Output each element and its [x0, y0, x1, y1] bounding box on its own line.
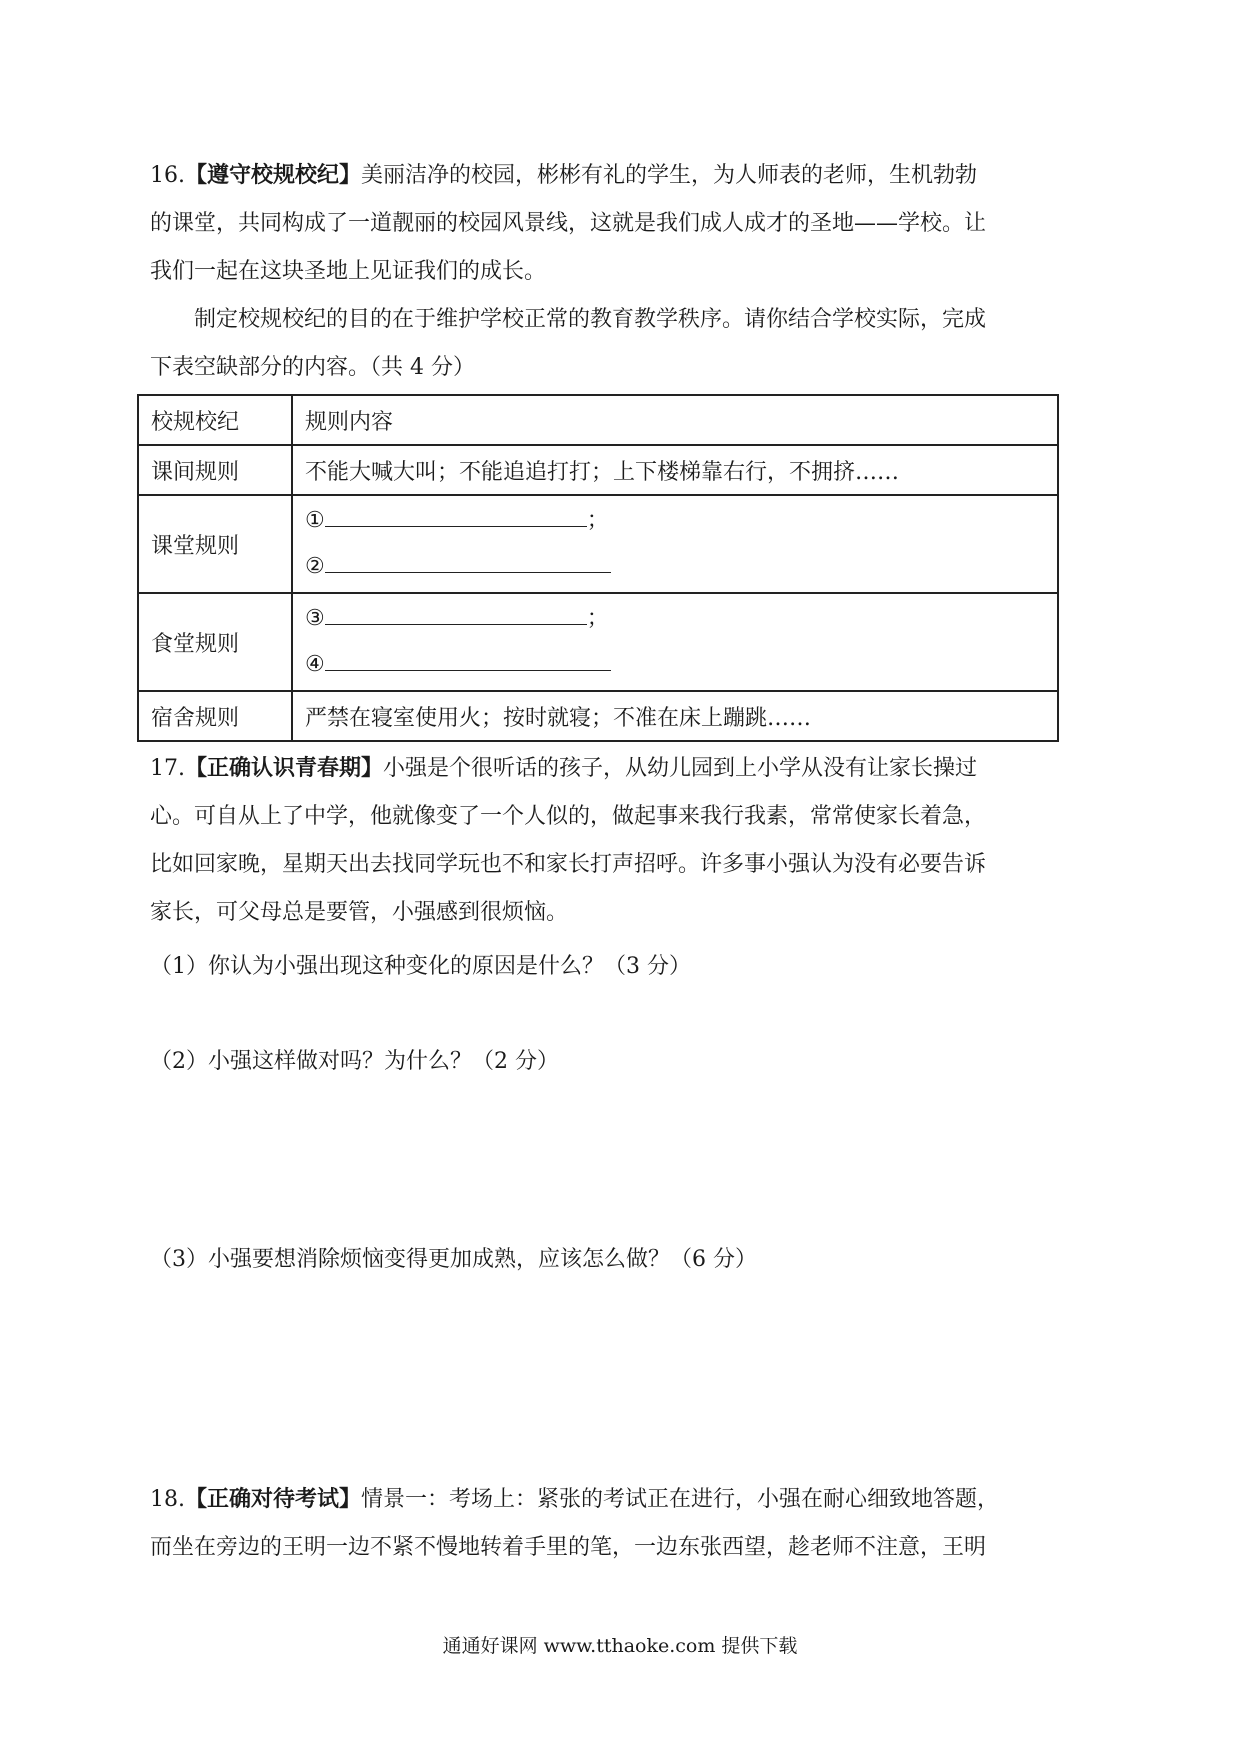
blank-end: ； [586, 508, 609, 533]
q17-sub-question-2: （2）小强这样做对吗？为什么？（2 分） [150, 1049, 559, 1074]
q18-tag: 【正确对待考试】 [185, 1486, 362, 1512]
q17-line1-text: 小强是个很听话的孩子，从幼儿园到上小学从没有让家长操过 [383, 756, 978, 781]
blank-line [305, 596, 1045, 642]
blank-marker: ③ [305, 606, 325, 631]
answer-blank[interactable] [325, 652, 611, 671]
q17-line-3: 比如回家晚，星期天出去找同学玩也不和家长打声招呼。许多事小强认为没有必要告诉 [150, 852, 987, 877]
q16-tag: 【遵守校规校纪】 [185, 162, 362, 188]
q18-number: 18. [150, 1487, 185, 1512]
blank-marker: ② [305, 554, 325, 579]
table-row [138, 593, 1058, 691]
table-row [138, 495, 1058, 593]
q16-line-3: 我们一起在这块圣地上见证我们的成长。 [150, 259, 547, 284]
q17-line-4: 家长，可父母总是要管，小强感到很烦恼。 [150, 900, 569, 925]
q16-prompt-line-2: 下表空缺部分的内容。（共 4 分） [150, 355, 475, 380]
q16-number: 16. [150, 163, 185, 188]
q18-line-1 [150, 1475, 1100, 1524]
answer-blank[interactable] [325, 606, 587, 625]
answer-blank[interactable] [325, 554, 611, 573]
table-header-cell: 校规校纪 [138, 395, 292, 445]
row-label: 食堂规则 [138, 593, 292, 691]
q18-line1-text: 情景一：考场上：紧张的考试正在进行，小强在耐心细致地答题， [361, 1487, 1000, 1512]
blank-marker: ① [305, 508, 325, 533]
blank-end: ； [586, 606, 609, 631]
q17-sub-question-1: （1）你认为小强出现这种变化的原因是什么？（3 分） [150, 954, 691, 979]
answer-blank[interactable] [325, 508, 587, 527]
blank-marker: ④ [305, 652, 325, 677]
question-18 [150, 1475, 1100, 1572]
school-rules-table [137, 394, 1059, 742]
q16-line-2: 的课堂，共同构成了一道靓丽的校园风景线，这就是我们成人成才的圣地——学校。让 [150, 211, 987, 236]
q16-line1-text: 美丽洁净的校园，彬彬有礼的学生，为人师表的老师，生机勃勃 [361, 163, 978, 188]
q16-line-1 [150, 151, 1100, 200]
row-content: 严禁在寝室使用火；按时就寝；不准在床上蹦跳…… [292, 691, 1058, 741]
table-header-row [138, 395, 1058, 445]
row-label: 宿舍规则 [138, 691, 292, 741]
row-label: 课间规则 [138, 445, 292, 495]
blank-line [305, 544, 1045, 590]
q17-sub-question-3: （3）小强要想消除烦恼变得更加成熟，应该怎么做？（6 分） [150, 1247, 757, 1272]
row-content: 不能大喊大叫；不能追追打打；上下楼梯靠右行，不拥挤…… [292, 445, 1058, 495]
row-blanks [292, 593, 1058, 691]
table-row [138, 691, 1058, 741]
table-row [138, 445, 1058, 495]
page-footer: 通通好课网 www.tthaoke.com 提供下载 [442, 1635, 798, 1657]
q17-tag: 【正确认识青春期】 [185, 755, 384, 781]
blank-line [305, 498, 1045, 544]
blank-line [305, 642, 1045, 688]
q17-number: 17. [150, 756, 185, 781]
table-header-cell: 规则内容 [292, 395, 1058, 445]
q18-line-2: 而坐在旁边的王明一边不紧不慢地转着手里的笔，一边东张西望，趁老师不注意，王明 [150, 1535, 987, 1560]
row-label: 课堂规则 [138, 495, 292, 593]
row-blanks [292, 495, 1058, 593]
q17-line-2: 心。可自从上了中学，他就像变了一个人似的，做起事来我行我素，常常使家长着急， [150, 804, 987, 829]
question-17 [150, 744, 1100, 937]
question-16 [150, 151, 1100, 392]
q16-prompt-line-1: 制定校规校纪的目的在于维护学校正常的教育教学秩序。请你结合学校实际，完成 [194, 307, 987, 332]
q17-line-1 [150, 744, 1100, 793]
